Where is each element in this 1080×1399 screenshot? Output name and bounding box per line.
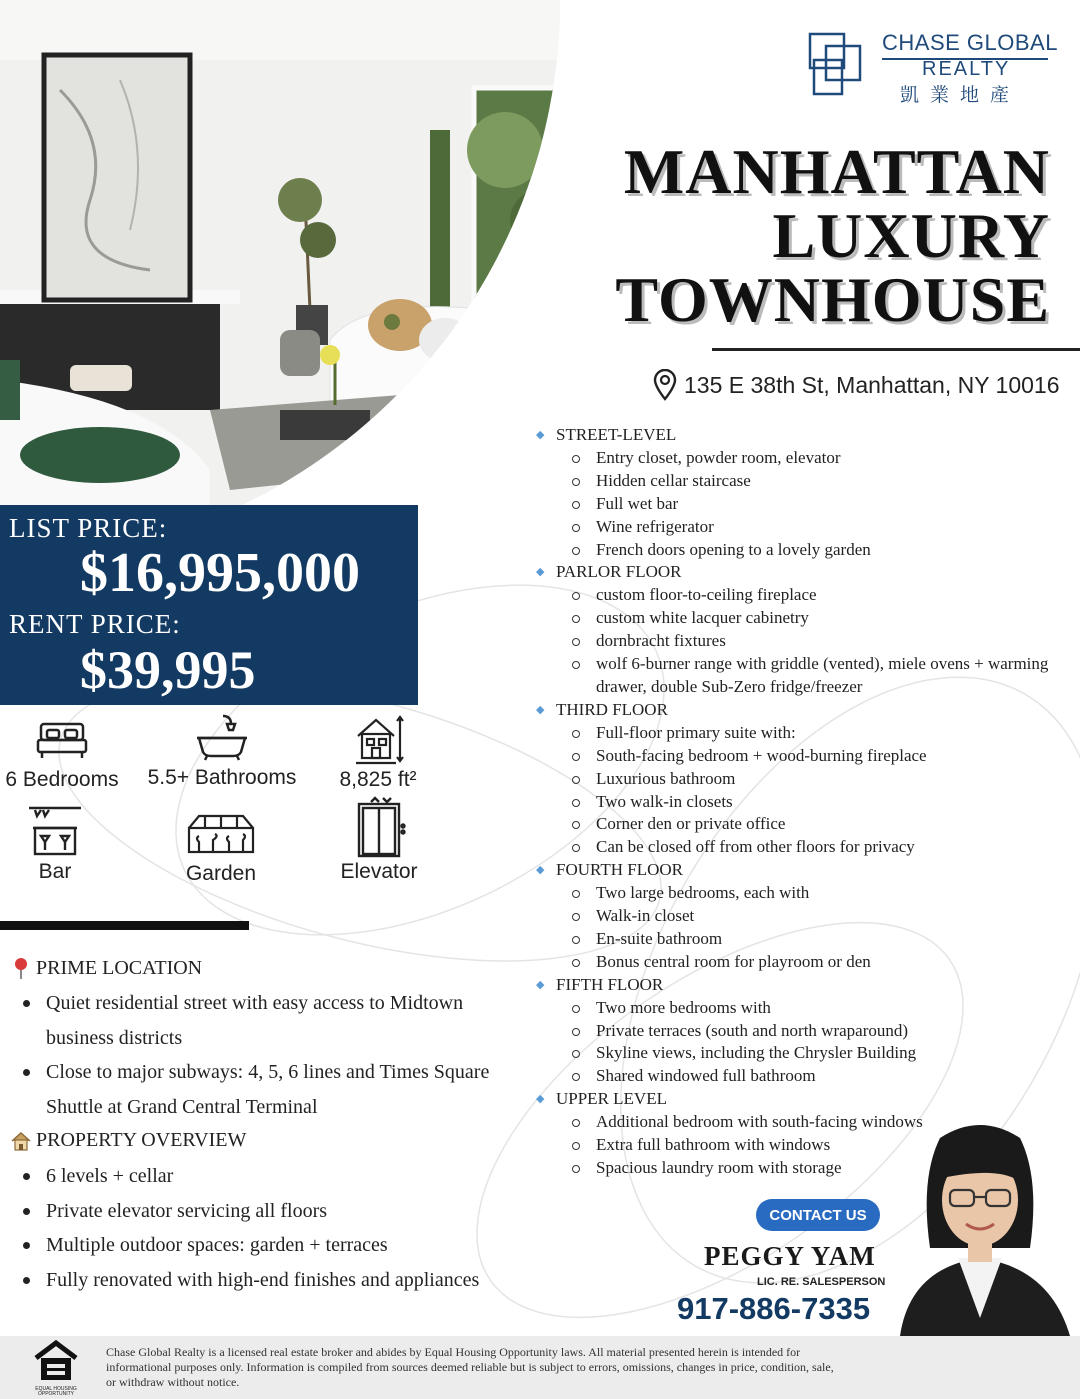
amenity-garden <box>178 812 264 886</box>
price-box <box>0 505 418 705</box>
list-item: Corner den or private office <box>536 813 1076 836</box>
list-item: wolf 6-burner range with griddle (vented), miele ovens + warming drawer, double Sub-Zero fridge/freezer <box>536 653 1076 699</box>
title-line-3: TOWNHOUSE <box>615 264 1050 335</box>
garden-icon <box>185 812 257 854</box>
address <box>652 369 1060 401</box>
property-overview-list <box>22 1159 522 1297</box>
list-item: dornbracht fixtures <box>536 630 1076 653</box>
floor-heading: ◆ PARLOR FLOOR <box>536 561 1076 584</box>
list-item: Spacious laundry room with storage <box>536 1157 1076 1180</box>
property-overview-heading <box>10 1129 246 1152</box>
house-icon <box>10 1130 32 1152</box>
address-text: 135 E 38th St, Manhattan, NY 10016 <box>684 371 1060 398</box>
floor-items <box>536 584 1076 699</box>
list-item: Hidden cellar staircase <box>536 470 1076 493</box>
list-item: Walk-in closet <box>536 905 1076 928</box>
list-item: Full wet bar <box>536 493 1076 516</box>
bathtub-icon <box>195 712 249 762</box>
disclaimer-text: Chase Global Realty is a licensed real estate broker and abides by Equal Housing Opportunity laws. All material presented herein is intended for informational purposes only. Information is compiled from sources deemed reliable but is subject to errors, omissions, changes in price, condition, sale, or withdraw without notice. <box>106 1345 834 1389</box>
prime-location-heading <box>10 956 202 980</box>
company-logo <box>808 30 1058 104</box>
list-item: Full-floor primary suite with: <box>536 722 1076 745</box>
list-item: French doors opening to a lovely garden <box>536 539 1076 562</box>
logo-text-realty: REALTY <box>922 58 1011 80</box>
logo-text-chinese: 凱業地產 <box>900 84 1021 106</box>
list-item: custom white lacquer cabinetry <box>536 607 1076 630</box>
list-item: Private terraces (south and north wraparound) <box>536 1020 1076 1043</box>
page-title <box>615 136 1050 335</box>
amenity-area <box>318 712 438 792</box>
amenity-bathrooms <box>142 712 302 790</box>
amenity-elevator <box>332 796 426 884</box>
amenity-label: 8,825 ft² <box>339 768 417 791</box>
list-item: Two walk-in closets <box>536 791 1076 814</box>
agent-license: LIC. RE. SALESPERSON <box>757 1276 886 1288</box>
amenity-label: 5.5+ Bathrooms <box>147 766 297 789</box>
list-price-label: LIST PRICE: <box>9 513 168 543</box>
floor-items <box>536 882 1076 974</box>
amenity-label: Elevator <box>340 860 418 883</box>
agent-name: PEGGY YAM <box>704 1241 876 1271</box>
list-item: Wine refrigerator <box>536 516 1076 539</box>
list-item: Quiet residential street with easy access to Midtown business districts <box>22 986 522 1055</box>
overlapping-squares-logo-icon <box>808 30 864 100</box>
floor-heading: ◆ FOURTH FLOOR <box>536 859 1076 882</box>
agent-phone[interactable]: 917-886-7335 <box>677 1291 871 1326</box>
floor-heading: ◆ THIRD FLOOR <box>536 699 1076 722</box>
floor-heading: ◆ UPPER LEVEL <box>536 1088 1076 1111</box>
amenity-label: Garden <box>185 862 257 885</box>
list-item: Fully renovated with high-end finishes and appliances <box>22 1263 522 1298</box>
prime-location-title: PRIME LOCATION <box>36 956 203 979</box>
hero-photo <box>0 0 560 560</box>
floor-items <box>536 997 1076 1089</box>
equal-housing-badge <box>30 1340 82 1397</box>
amenity-label: 6 Bedrooms <box>5 768 119 791</box>
floor-features-list <box>536 424 1076 1180</box>
elevator-icon <box>351 796 407 858</box>
property-overview-title: PROPERTY OVERVIEW <box>36 1129 247 1151</box>
red-pin-icon <box>10 956 32 980</box>
list-item: Multiple outdoor spaces: garden + terraces <box>22 1228 522 1263</box>
house-area-icon <box>350 712 406 766</box>
equal-housing-icon <box>32 1340 80 1382</box>
list-item: 6 levels + cellar <box>22 1159 522 1194</box>
list-item: Close to major subways: 4, 5, 6 lines and Times Square Shuttle at Grand Central Terminal <box>22 1055 522 1124</box>
rent-price-value: $39,995 <box>80 640 256 700</box>
list-item: Two large bedrooms, each with <box>536 882 1076 905</box>
floor-items <box>536 722 1076 859</box>
list-item: Private elevator servicing all floors <box>22 1194 522 1229</box>
rent-price-label: RENT PRICE: <box>9 609 181 639</box>
amenity-label: Bar <box>38 860 72 883</box>
list-item: En-suite bathroom <box>536 928 1076 951</box>
list-price-value: $16,995,000 <box>80 542 360 604</box>
list-item: Shared windowed full bathroom <box>536 1065 1076 1088</box>
title-line-2: LUXURY <box>772 200 1050 271</box>
list-item: Additional bedroom with south-facing windows <box>536 1111 1076 1134</box>
prime-location-list <box>22 986 522 1124</box>
list-item: South-facing bedroom + wood-burning fireplace <box>536 745 1076 768</box>
location-pin-icon <box>652 369 678 401</box>
list-item: Extra full bathroom with windows <box>536 1134 1076 1157</box>
floor-items <box>536 447 1076 562</box>
title-line-1: MANHATTAN <box>623 136 1050 207</box>
footer <box>0 1336 1080 1399</box>
section-divider <box>0 921 249 930</box>
logo-text-name: CHASE GLOBAL <box>882 30 1058 55</box>
list-item: Luxurious bathroom <box>536 768 1076 791</box>
bar-icon <box>27 806 83 858</box>
list-item: Two more bedrooms with <box>536 997 1076 1020</box>
list-item: Can be closed off from other floors for privacy <box>536 836 1076 859</box>
list-item: custom floor-to-ceiling fireplace <box>536 584 1076 607</box>
list-item: Entry closet, powder room, elevator <box>536 447 1076 470</box>
amenity-bar <box>20 806 90 884</box>
list-item: Skyline views, including the Chrysler Building <box>536 1042 1076 1065</box>
list-item: Bonus central room for playroom or den <box>536 951 1076 974</box>
floor-heading: ◆ STREET-LEVEL <box>536 424 1076 447</box>
equal-housing-text: EQUAL HOUSING OPPORTUNITY <box>35 1386 77 1397</box>
contact-us-button[interactable]: CONTACT US <box>756 1199 880 1231</box>
title-divider <box>712 348 1080 351</box>
floor-heading: ◆ FIFTH FLOOR <box>536 974 1076 997</box>
amenity-bedrooms <box>2 716 122 792</box>
agent-photo <box>880 1118 1080 1336</box>
bed-icon <box>35 716 89 762</box>
